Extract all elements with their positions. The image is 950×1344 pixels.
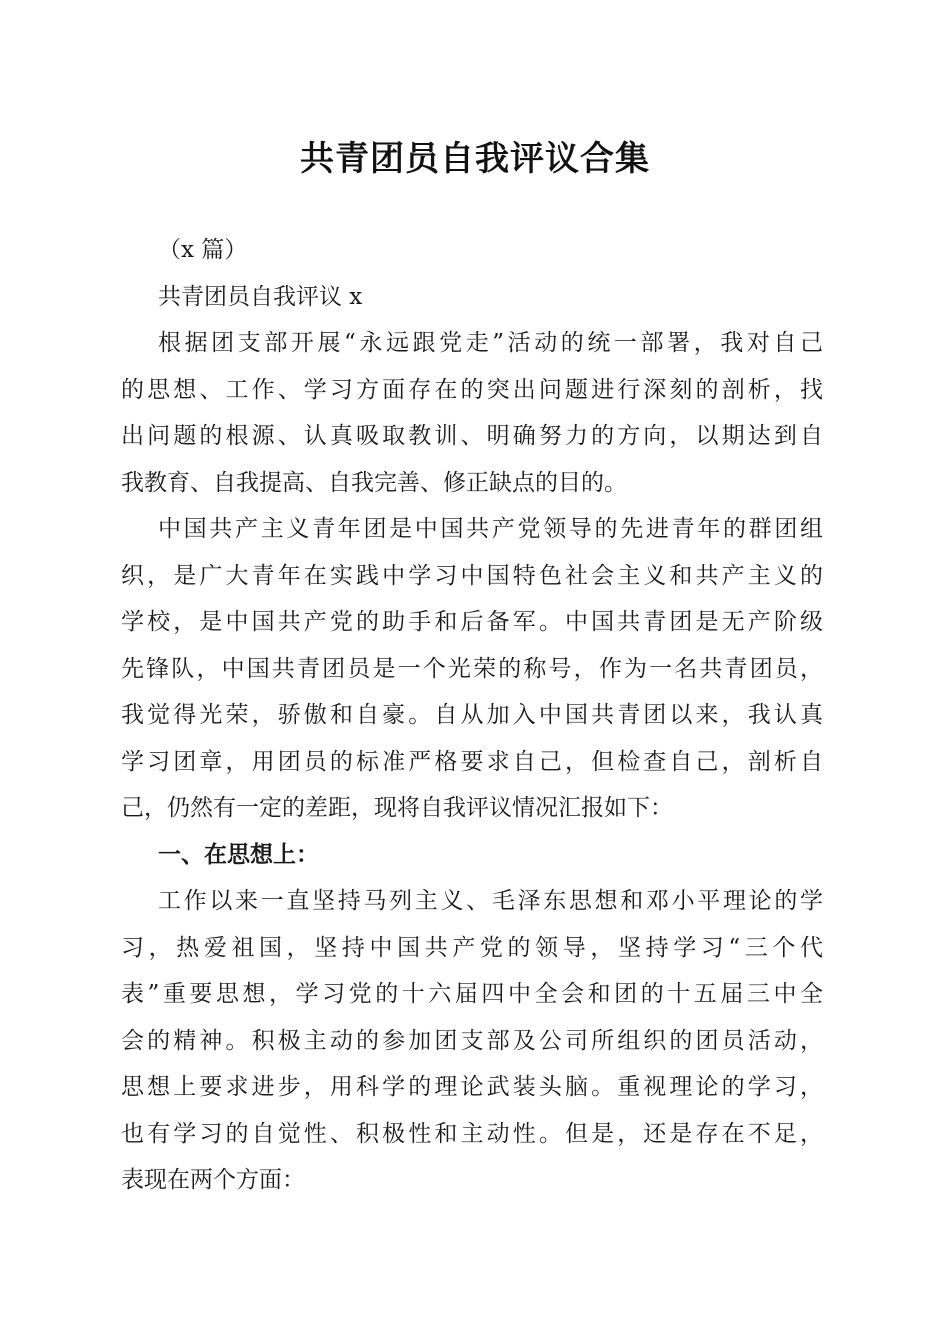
- paragraph-line: 也有学习的自觉性、积极性和主动性。但是，还是存在不足，: [121, 1120, 823, 1147]
- paragraph-line: 织，是广大青年在实践中学习中国特色社会主义和共产主义的: [121, 562, 823, 589]
- paragraph-line: 学校，是中国共产党的助手和后备军。中国共青团是无产阶级: [121, 609, 823, 635]
- subtitle: 共青团员自我评议 x: [158, 283, 363, 310]
- document-title: 共青团员自我评议合集: [300, 139, 650, 179]
- paragraph-line: 思想上要求进步，用科学的理论武装头脑。重视理论的学习，: [121, 1074, 823, 1100]
- section-heading: 一、在思想上：: [158, 841, 319, 868]
- count-note: （x 篇）: [158, 237, 248, 263]
- paragraph-line: 我觉得光荣，骄傲和自豪。自从加入中国共青团以来，我认真: [121, 702, 823, 728]
- paragraph-line: 会的精神。积极主动的参加团支部及公司所组织的团员活动，: [121, 1027, 823, 1054]
- paragraph-line: 工作以来一直坚持马列主义、毛泽东思想和邓小平理论的学: [158, 888, 823, 914]
- paragraph-line: 习，热爱祖国，坚持中国共产党的领导，坚持学习“三个代: [121, 934, 823, 961]
- paragraph-line: 我教育、自我提高、自我完善、修正缺点的目的。: [121, 469, 627, 496]
- paragraph-line: 表”重要思想，学习党的十六届四中全会和团的十五届三中全: [121, 981, 823, 1007]
- paragraph-line: 的思想、工作、学习方面存在的突出问题进行深刻的剖析，找: [121, 376, 823, 403]
- document-body: [121, 227, 823, 1204]
- paragraph-line: 根据团支部开展“永远跟党走”活动的统一部署，我对自己: [158, 330, 823, 356]
- paragraph-line: 表现在两个方面：: [121, 1167, 305, 1193]
- paragraph-line: 先锋队，中国共青团员是一个光荣的称号，作为一名共青团员，: [121, 655, 823, 682]
- paragraph-line: 出问题的根源、认真吸取教训、明确努力的方向，以期达到自: [121, 423, 823, 449]
- paragraph-line: 学习团章，用团员的标准严格要求自己，但检查自己，剖析自: [121, 748, 823, 775]
- paragraph-line: 己，仍然有一定的差距，现将自我评议情况汇报如下：: [121, 795, 673, 821]
- paragraph-line: 中国共产主义青年团是中国共产党领导的先进青年的群团组: [158, 516, 823, 542]
